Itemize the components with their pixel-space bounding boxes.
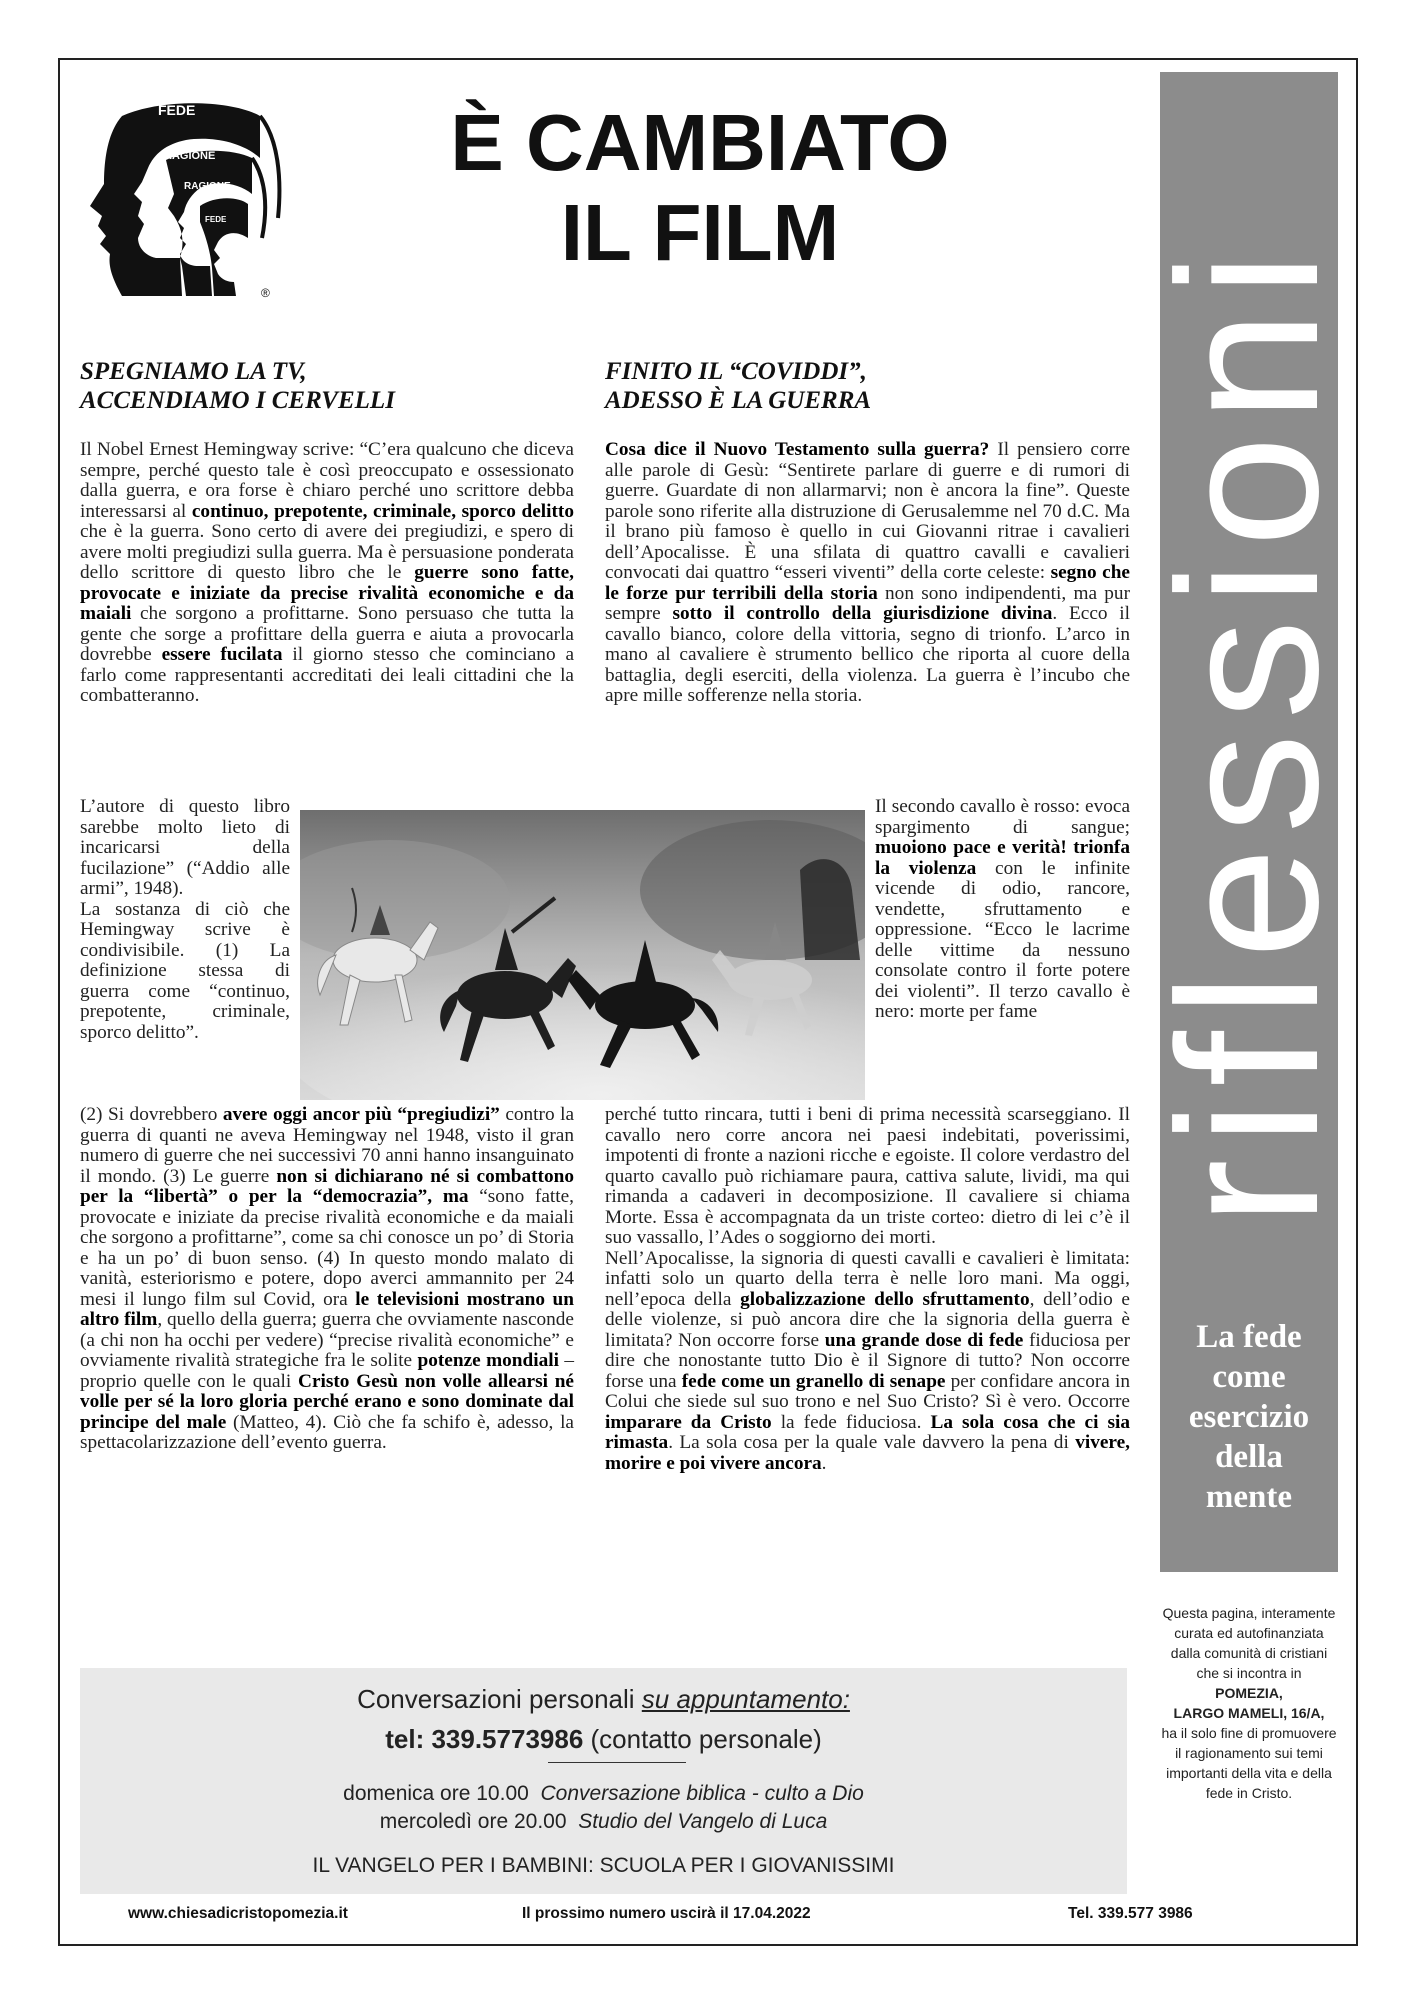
- emphasis: le televisioni mostrano un altro film: [80, 1288, 574, 1330]
- banner-tagline: [1160, 1317, 1338, 1517]
- schedule-when: domenica ore 10.00: [343, 1782, 529, 1805]
- footer-phone: Tel. 339.577 3986: [1068, 1905, 1193, 1922]
- note-text-2: ha il solo fine di promuovere il ragionamento sui temi importanti della vita e della fede in Cristo.: [1161, 1725, 1337, 1801]
- logo-word-fede-inner: FEDE: [205, 215, 227, 224]
- emphasis: globalizzazione dello sfruttamento: [740, 1288, 1030, 1310]
- profiles-icon: [82, 98, 292, 303]
- conversation-line: [80, 1684, 1127, 1715]
- page-title: [380, 98, 1020, 278]
- heading-line: FINITO IL “COVIDDI”,: [605, 358, 867, 385]
- schedule-what: Studio del Vangelo di Luca: [578, 1810, 828, 1833]
- footer-website[interactable]: www.chiesadicristopomezia.it: [128, 1905, 348, 1922]
- contact-info-box: [80, 1668, 1127, 1894]
- left-article-text-top: [80, 440, 574, 707]
- paragraph: Il Nobel Ernest Hemingway scrive: “C’era qualcuno che diceva sempre, perché questo tale è così preoccupato e ossessionato dalla guerra, e ora forse è chiaro perché uno scrittore debba interessarsi al continuo, prepotente, criminale, sporco delitto che è la guerra. Sono certo di avere dei pregiudizi, e spero di avere molti pregiudizi sulla guerra. Ma è persuasione ponderata dello scrittore di questo libro che le guerre sono fatte, provocate e iniziate da precise rivalità economiche e da maiali che sorgono a profittarne. Sono persuaso che tutta la gente che sorge a profittare della guerra e aiuta a provocarla dovrebbe essere fucilata il giorno stesso che cominciano a farlo come rappresentanti accreditati dei leali cittadini che la combatteranno.: [80, 439, 574, 706]
- logo-word-ragione: RAGIONE: [164, 150, 216, 162]
- logo-word-fede: FEDE: [158, 102, 196, 118]
- emphasis: continuo, prepotente, criminale, sporco delitto: [191, 500, 574, 522]
- emphasis: imparare da Cristo: [605, 1411, 772, 1433]
- tagline-line: come: [1212, 1359, 1286, 1395]
- paragraph: (2) Si dovrebbero avere oggi ancor più “pregiudizi” contro la guerra di quanti ne aveva Hemingway nel 1948, visto il gran numero di guerre che nei successivi 70 anni hanno insanguinato il mondo. (3) Le guerre non si dichiarano né si combattono per la “libertà” o per la “democrazia”, ma “sono fatte, provocate e iniziate da precise rivalità economiche e da maiali che sorgono a profittarne”, come sa chi conosce un po’ di Storia e ha un po’ di buon senso. (4) In questo mondo malato di vanità, esteriorismo e potere, dopo averci ammannito per 24 mesi il lungo film sul Covid, ora le televisioni mostrano un altro film, quello della guerra; guerra che ovviamente nasconde (a chi non ha occhi per vedere) “precise rivalità economiche” e ovviamente rivalità strategiche fra le solite potenze mondiali – proprio quelle con le quali Cristo Gesù non volle allearsi né volle per sé la loro gloria perché erano e sono dominate dal principe del male (Matteo, 4). Ciò che fa schifo è, adesso, la spettacolarizzazione dell’evento guerra.: [80, 1104, 574, 1453]
- emphasis: muoiono pace e verità! trionfa la violenza: [875, 837, 1130, 879]
- emphasis: essere fucilata: [161, 644, 283, 665]
- footer-next-issue: Il prossimo numero uscirà il 17.04.2022: [522, 1905, 811, 1922]
- emphasis: Cosa dice il Nuovo Testamento sulla guerra?: [605, 439, 990, 460]
- phone-note: (contatto personale): [583, 1724, 822, 1754]
- note-place-2: LARGO MAMELI, 16/A,: [1173, 1705, 1325, 1721]
- paragraph: perché tutto rincara, tutti i beni di prima necessità scarseggiano. Il cavallo nero corre ancora nei paesi indebitati, poverissimi, impotenti di fronte a nazioni ricche e egoiste. Il colore verdastro del quarto cavallo può richiamare paura, cattiva salute, lividi, ma qui rimanda a cadaveri in decomposizione. Il cavaliere si chiama Morte. Essa è accompagnata da un triste corteo: dietro di lei c’è il suo vassallo, l’Ades o soggiorno dei morti.: [605, 1104, 1130, 1248]
- heading-line: SPEGNIAMO LA TV,: [80, 358, 307, 385]
- schedule-row: [80, 1782, 1127, 1806]
- schedule-when: mercoledì ore 20.00: [379, 1810, 567, 1833]
- conversation-text: Conversazioni personali: [357, 1684, 642, 1714]
- heading-line: ADESSO È LA GUERRA: [605, 387, 872, 414]
- four-horsemen-illustration: [300, 810, 865, 1100]
- emphasis: sotto il controllo della giurisdizione divina: [672, 603, 1053, 624]
- schedule-what: Conversazione biblica - culto a Dio: [540, 1782, 864, 1805]
- riflessioni-banner: [1137, 72, 1360, 1572]
- phone-number: tel: 339.5773986: [385, 1724, 584, 1754]
- registered-mark: ®: [261, 286, 270, 300]
- heading-line: ACCENDIAMO I CERVELLI: [80, 387, 395, 414]
- emphasis: La sola cosa che ci sia rimasta: [605, 1411, 1130, 1453]
- paragraph: Cosa dice il Nuovo Testamento sulla guerra? Il pensiero corre alle parole di Gesù: “Sentirete parlare di guerre e di rumori di guerre. Guardate di non allarmarvi; non è ancora la fine”. Queste parole sono riferite alla distruzione di Gerusalemme nel 70 d.C. Ma il brano più famoso è quello in cui Giovanni ritrae i cavalieri dell’Apocalisse. È una sfilata di quattro cavalli e cavalieri convocati dai quattro “esseri viventi” della corte celeste: segno che le forze pur terribili della storia non sono indipendenti, ma pur sempre sotto il controllo della giurisdizione divina. Ecco il cavallo bianco, colore della vittoria, segno di trionfo. L’arco in mano al cavaliere è strumento bellico che riporta al cuore della battaglia, degli eserciti, della violenza. La guerra è l’incubo che apre mille sofferenze nella storia.: [605, 439, 1131, 706]
- tagline-line: La fede: [1196, 1319, 1302, 1355]
- emphasis: ma: [442, 1186, 469, 1207]
- emphasis: vivere, morire e poi vivere ancora: [605, 1432, 1130, 1474]
- left-article-text-narrow: [80, 797, 290, 1043]
- tagline-line: della: [1215, 1439, 1283, 1475]
- note-text-1: Questa pagina, interamente curata ed autofinanziata dalla comunità di cristiani che si incontra in: [1162, 1605, 1336, 1681]
- title-line-2: IL FILM: [560, 188, 840, 277]
- tagline-line: esercizio: [1188, 1399, 1310, 1435]
- title-line-1: È CAMBIATO: [450, 98, 950, 187]
- paragraph: L’autore di questo libro sarebbe molto lieto di incaricarsi della fucilazione” (“Addio alle armi”, 1948).: [80, 796, 290, 899]
- paragraph: La sostanza di ciò che Hemingway scrive è condivisibile. (1) La definizione stessa di guerra come “continuo, prepotente, criminale, sporco delitto”.: [80, 898, 290, 1043]
- divider: [548, 1762, 686, 1763]
- logo-fede-ragione: [82, 98, 292, 303]
- right-article-heading: [605, 357, 1130, 415]
- phone-line: [80, 1724, 1127, 1755]
- tagline-line: mente: [1205, 1479, 1293, 1515]
- logo-word-ragione-inner: RAGIONE: [184, 181, 231, 192]
- emphasis: non si dichiarano né si combattono per la “libertà” o per la “democrazia”,: [80, 1165, 574, 1207]
- right-article-text-narrow: [875, 797, 1130, 1023]
- banner-word: riflessioni: [1137, 238, 1360, 1226]
- paragraph: Il secondo cavallo è rosso: evoca spargimento di sangue; muoiono pace e verità! trionfa la violenza con le infinite vicende di odio, rancore, vendette, sfruttamento e oppressione. “Ecco le lacrime delle vittime da nessuno consolate contro il forte potere dei violenti”. Il terzo cavallo è nero: morte per fame: [875, 796, 1131, 1022]
- emphasis: potenze mondiali: [417, 1350, 559, 1371]
- left-article-heading: [80, 357, 574, 415]
- note-place-1: POMEZIA,: [1215, 1685, 1283, 1701]
- emphasis: Cristo Gesù non volle allearsi né volle per sé la loro gloria perché erano e sono dominate dal principe del male: [80, 1370, 574, 1433]
- emphasis: guerre sono fatte, provocate e iniziate da precise rivalità economiche e da maiali: [80, 562, 574, 624]
- kids-program: IL VANGELO PER I BAMBINI: SCUOLA PER I GIOVANISSIMI: [312, 1854, 895, 1877]
- paragraph: Nell’Apocalisse, la signoria di questi cavalli e cavalieri è limitata: infatti solo un quarto della terra è nelle loro mani. Ma oggi, nell’epoca della globalizzazione dello sfruttamento, dell’odio e delle violenze, si può ancora dire che la signoria della guerra è limitata? Non occorre forse una grande dose di fede fiduciosa per dire che nonostante tutto Dio è il Signore di tutto? Non occorre forse una fede come un granello di senape per confidare ancora in Colui che siede sul suo trono e nel Suo Cristo? Sì è vero. Occorre imparare da Cristo la fede fiduciosa. La sola cosa che ci sia rimasta. La sola cosa per la quale vale davvero la pena di vivere, morire e poi vivere ancora.: [605, 1247, 1131, 1474]
- right-article-text-top: [605, 440, 1130, 707]
- emphasis: segno che le forze pur terribili della storia: [605, 562, 1130, 604]
- emphasis: avere oggi ancor più “pregiudizi”: [222, 1104, 500, 1125]
- emphasis: una grande dose di fede: [824, 1329, 1024, 1351]
- schedule-row: [80, 1810, 1127, 1834]
- right-article-text-bottom: [605, 1105, 1130, 1474]
- community-note: [1160, 1603, 1338, 1803]
- emphasis: fede come un granello di senape: [681, 1370, 946, 1392]
- left-article-text-bottom: [80, 1105, 574, 1454]
- appointment-text: su appuntamento:: [641, 1684, 850, 1714]
